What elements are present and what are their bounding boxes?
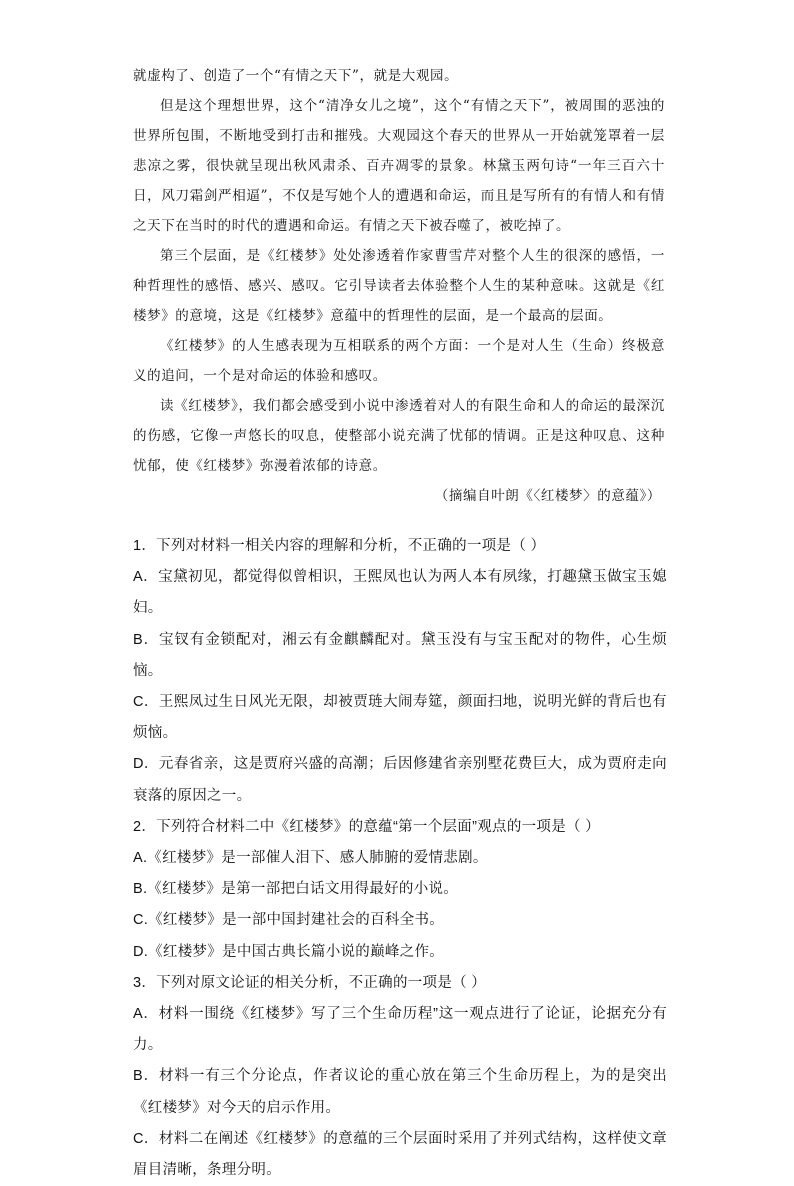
- option-b: B．材料一有三个分论点，作者议论的重心放在第三个生命历程上，为的是突出《红楼梦》对今天的启示作用。: [133, 1068, 667, 1116]
- question-stem: 3．下列对原文论证的相关分析，不正确的一项是（ ）: [133, 974, 487, 991]
- option-c: C．王熙凤过生日风光无限，却被贾琏大闹寿筵，颜面扫地，说明光鲜的背后也有烦恼。: [133, 694, 667, 742]
- question-2: [133, 812, 667, 968]
- question-stem: 2．下列符合材料二中《红楼梦》的意蕴“第一个层面”观点的一项是（ ）: [133, 818, 600, 835]
- option-b: B.《红楼梦》是第一部把白话文用得最好的小说。: [133, 881, 459, 898]
- option-d: D．元春省亲，这是贾府兴盛的高潮；后因修建省亲别墅花费巨大，成为贾府走向衰落的原因之一。: [133, 756, 667, 804]
- passage-paragraph: 《红楼梦》的人生感表现为互相联系的两个方面：一个是对人生（生命）终极意义的追问，一个是对命运的体验和感叹。: [133, 338, 665, 384]
- question-stem: 1．下列对材料一相关内容的理解和分析，不正确的一项是（ ）: [133, 538, 546, 554]
- question-3: [133, 968, 667, 1186]
- question-1: [133, 531, 667, 812]
- passage-paragraph: 但是这个理想世界，这个“清净女儿之境”，这个“有情之天下”，被周围的恶浊的世界所包围，不断地受到打击和摧残。大观园这个春天的世界从一开始就笼罩着一层悲凉之雾，很快就呈现出秋风肃杀、百卉凋零的景象。林黛玉两句诗“一年三百六十日，风刀霜剑严相逼”，不仅是写她个人的遭遇和命运，而且是写所有的有情人和有情之天下在当时的时代的遭遇和命运。有情之天下被吞噬了，被吃掉了。: [133, 98, 665, 234]
- option-a: A．宝黛初见，都觉得似曾相识，王熙凤也认为两人本有夙缘，打趣黛玉做宝玉媳妇。: [133, 569, 667, 617]
- passage-source: （摘编自叶朗《〈红楼梦〉的意蕴》）: [434, 488, 661, 504]
- passage-paragraph: 第三个层面，是《红楼梦》处处渗透着作家曹雪芹对整个人生的很深的感悟，一种哲理性的感悟、感兴、感叹。它引导读者去体验整个人生的某种意味。这就是《红楼梦》的意境，这是《红楼梦》意蕴中的哲理性的层面，是一个最高的层面。: [133, 248, 665, 324]
- option-c: C．材料二在阐述《红楼梦》的意蕴的三个层面时采用了并列式结构，这样使文章眉目清晰，条理分明。: [133, 1130, 667, 1179]
- option-a: A.《红楼梦》是一部催人泪下、感人肺腑的爱情悲剧。: [133, 850, 488, 867]
- option-c: C.《红楼梦》是一部中国封建社会的百科全书。: [133, 912, 445, 929]
- option-b: B．宝钗有金锁配对，湘云有金麒麟配对。黛玉没有与宝玉配对的物件，心生烦恼。: [133, 631, 667, 679]
- reading-passage: [133, 61, 665, 511]
- option-a: A．材料一围绕《红楼梦》写了三个生命历程”这一观点进行了论证，论据充分有力。: [133, 1006, 667, 1054]
- option-d: D.《红楼梦》是中国古典长篇小说的巅峰之作。: [133, 943, 445, 960]
- passage-paragraph: 读《红楼梦》，我们都会感受到小说中渗透着对人的有限生命和人的命运的最深沉的伤感，它像一声悠长的叹息，使整部小说充满了忧郁的情调。正是这种叹息、这种忧郁，使《红楼梦》弥漫着浓郁的诗意。: [133, 398, 665, 474]
- question-list: [133, 531, 667, 1186]
- passage-paragraph: 就虚构了、创造了一个“有情之天下”，就是大观园。: [133, 68, 459, 84]
